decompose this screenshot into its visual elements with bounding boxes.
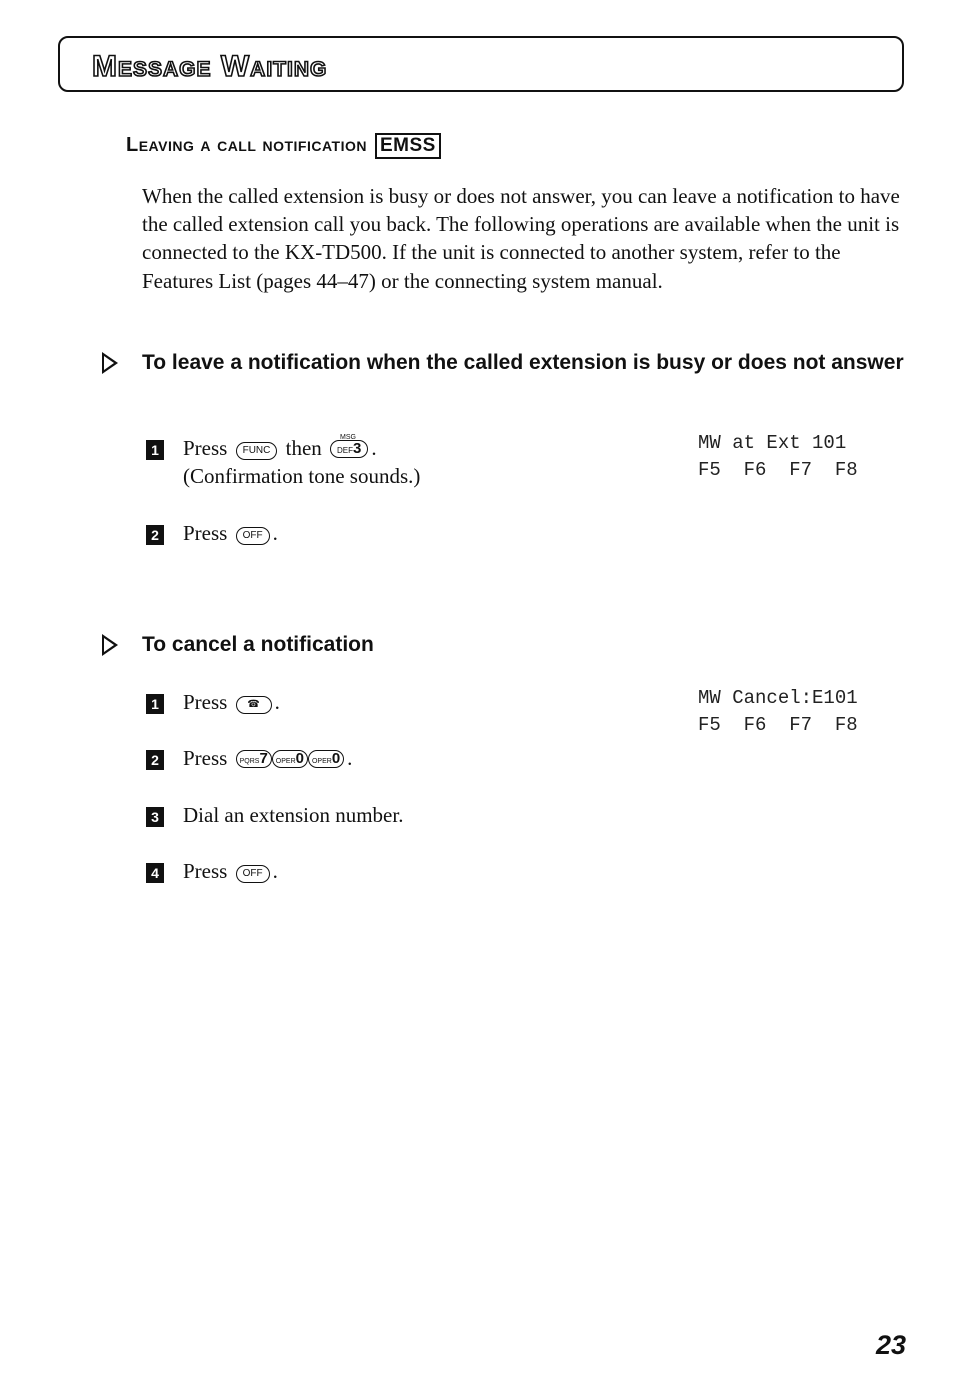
key-letters: OPER xyxy=(311,758,332,765)
step-text: . xyxy=(272,859,278,883)
triangle-bullet-icon xyxy=(102,634,118,656)
intro-paragraph: When the called extension is busy or does not answer, you can leave a notification to have the called extension call you back. The following operations are available when the unit is connected to the KX-TD500. If the unit is connected to another system, refer to the Features List (pages 44–47) or the connecting system manual. xyxy=(142,184,900,293)
handset-key-icon: ☎ xyxy=(236,696,272,714)
step-text: Press xyxy=(183,746,228,770)
triangle-bullet-icon xyxy=(102,352,118,374)
step-text: . xyxy=(274,690,280,714)
leave-step-2 xyxy=(183,519,278,547)
def3-key-icon xyxy=(330,434,368,458)
step-number: 2 xyxy=(146,525,164,545)
lcd-line: F5 F6 F7 F8 xyxy=(698,714,858,736)
cancel-step-3: Dial an extension number. xyxy=(183,803,404,827)
key-letters: OPER xyxy=(275,758,296,765)
lcd-line: MW Cancel:E101 xyxy=(698,687,858,709)
lcd-line: F5 F6 F7 F8 xyxy=(698,459,858,481)
off-key-icon: OFF xyxy=(236,865,270,883)
key-digit: 7 xyxy=(259,750,268,767)
leave-step-1 xyxy=(183,434,420,490)
pqrs7-key-icon xyxy=(236,750,272,768)
step-note: (Confirmation tone sounds.) xyxy=(183,464,421,488)
oper0-key-icon xyxy=(272,750,308,768)
section-title xyxy=(126,132,441,159)
lcd-display xyxy=(698,430,858,484)
msg-label: MSG xyxy=(340,434,356,441)
lcd-display xyxy=(698,685,858,739)
step-text: Press xyxy=(183,521,228,545)
emss-badge: EMSS xyxy=(375,133,441,159)
off-key-icon: OFF xyxy=(236,527,270,545)
leave-heading: To leave a notification when the called extension is busy or does not answer xyxy=(142,351,904,374)
step-text: . xyxy=(272,521,278,545)
key-digit: 3 xyxy=(353,440,362,457)
section-title-text: Leaving a call notification xyxy=(126,134,367,156)
step-number: 2 xyxy=(146,750,164,770)
step-number: 1 xyxy=(146,440,164,460)
cancel-step-4 xyxy=(183,857,278,885)
step-text: . xyxy=(347,746,353,770)
cancel-step-1 xyxy=(183,688,280,716)
key-digit: 0 xyxy=(331,750,341,767)
step-text: Press xyxy=(183,690,228,714)
step-number: 3 xyxy=(146,807,164,827)
step-text: . xyxy=(371,436,377,460)
step-number: 4 xyxy=(146,863,164,883)
step-text: Press xyxy=(183,436,228,460)
step-text: Press xyxy=(183,859,228,883)
key-digit: 0 xyxy=(295,750,304,767)
page-number: 23 xyxy=(875,1330,906,1360)
oper0-key-icon xyxy=(308,750,344,768)
func-key-icon: FUNC xyxy=(236,442,278,460)
cancel-heading: To cancel a notification xyxy=(142,633,374,656)
key-letters: DEF xyxy=(337,446,354,455)
cancel-step-2 xyxy=(183,744,352,772)
lcd-line: MW at Ext 101 xyxy=(698,432,847,454)
page-title: Message Waiting xyxy=(92,50,328,83)
step-number: 1 xyxy=(146,694,164,714)
step-text: then xyxy=(285,436,322,460)
key-letters: PQRS xyxy=(239,758,260,765)
